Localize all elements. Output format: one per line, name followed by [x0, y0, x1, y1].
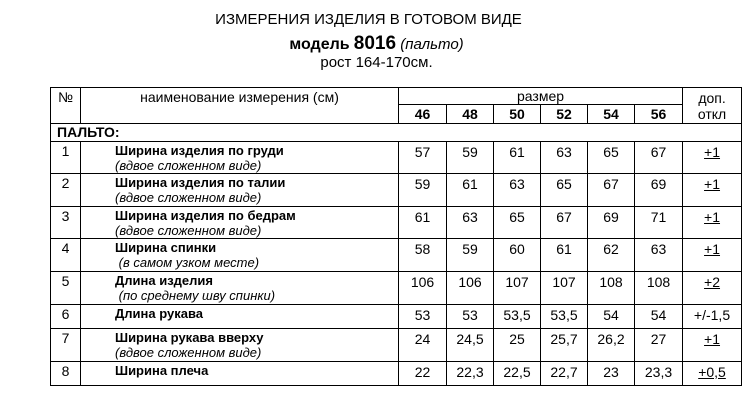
measurement-name: Ширина рукава вверху: [115, 330, 264, 345]
measurement-name: Ширина изделия по груди: [115, 143, 284, 158]
size-value: 71: [635, 207, 683, 239]
measurement-name: Ширина изделия по талии: [115, 175, 286, 190]
table-row: [51, 362, 742, 386]
size-value: 62: [588, 239, 635, 272]
size-header: 52: [541, 105, 588, 124]
size-value: 65: [588, 142, 635, 174]
measurement-name: Длина рукава: [115, 306, 203, 321]
tolerance-label-2: откл: [697, 105, 727, 122]
size-value: 63: [494, 174, 541, 207]
size-value: 53: [399, 305, 447, 329]
measurement-note: (вдвое сложенном виде): [115, 345, 262, 360]
measurements-table: [50, 87, 742, 386]
size-value: 54: [635, 305, 683, 329]
size-value: 53: [447, 305, 494, 329]
model-type: (пальто): [400, 36, 464, 53]
size-value: 108: [588, 272, 635, 305]
size-header: 50: [494, 105, 541, 124]
model-line: [0, 33, 753, 55]
tolerance-cell: [683, 239, 742, 272]
tolerance-cell: [683, 174, 742, 207]
table-row: [51, 174, 742, 207]
size-value: 27: [635, 329, 683, 362]
row-number: 7: [51, 329, 81, 362]
tolerance-cell: [683, 362, 742, 386]
size-value: 59: [447, 239, 494, 272]
model-number: 8016: [353, 33, 397, 54]
col-tolerance-header: [683, 88, 742, 124]
size-value: 63: [541, 142, 588, 174]
size-value: 107: [494, 272, 541, 305]
size-value: 63: [635, 239, 683, 272]
measurement-name-cell: [81, 362, 399, 386]
table-row: [51, 329, 742, 362]
size-value: 63: [447, 207, 494, 239]
tolerance-value: +1: [704, 331, 721, 347]
document-title: ИЗМЕРЕНИЯ ИЗДЕЛИЯ В ГОТОВОМ ВИДЕ: [215, 11, 522, 28]
measurement-name-cell: [81, 142, 399, 174]
tolerance-value: +1: [704, 144, 721, 160]
size-value: 60: [494, 239, 541, 272]
size-value: 58: [399, 239, 447, 272]
tolerance-value: +1: [704, 209, 721, 225]
col-num-header: №: [51, 88, 81, 124]
size-value: 59: [447, 142, 494, 174]
size-value: 65: [494, 207, 541, 239]
measurement-name: Длина изделия: [115, 273, 213, 288]
col-name-header: наименование измерения (см): [81, 88, 399, 124]
size-value: 61: [541, 239, 588, 272]
row-number: 3: [51, 207, 81, 239]
size-value: 24: [399, 329, 447, 362]
size-value: 69: [635, 174, 683, 207]
measurement-note: (вдвое сложенном виде): [115, 190, 262, 205]
tolerance-cell: [683, 272, 742, 305]
size-value: 25: [494, 329, 541, 362]
measurement-name-cell: [81, 329, 399, 362]
size-value: 107: [541, 272, 588, 305]
header-row: [51, 88, 742, 105]
tolerance-cell: [683, 142, 742, 174]
measurement-name: Ширина изделия по бедрам: [115, 208, 296, 223]
table-row: [51, 305, 742, 329]
size-value: 65: [541, 174, 588, 207]
size-value: 67: [541, 207, 588, 239]
size-header: 56: [635, 105, 683, 124]
measurement-note: (вдвое сложенном виде): [115, 223, 262, 238]
size-value: 67: [588, 174, 635, 207]
size-value: 24,5: [447, 329, 494, 362]
table-row: [51, 142, 742, 174]
measurement-name: Ширина спинки: [115, 240, 217, 255]
size-value: 25,7: [541, 329, 588, 362]
section-row: [51, 124, 742, 142]
size-value: 108: [635, 272, 683, 305]
height-range: рост 164-170см.: [320, 54, 433, 71]
row-number: 2: [51, 174, 81, 207]
measurement-name-cell: [81, 272, 399, 305]
size-value: 26,2: [588, 329, 635, 362]
measurement-note: (вдвое сложенном виде): [115, 158, 262, 173]
tolerance-value: +2: [704, 274, 721, 290]
size-value: 69: [588, 207, 635, 239]
size-header: 54: [588, 105, 635, 124]
size-value: 61: [399, 207, 447, 239]
table-row: [51, 207, 742, 239]
tolerance-value: +/-1,5: [693, 307, 731, 323]
size-value: 23,3: [635, 362, 683, 386]
measurement-name-cell: [81, 207, 399, 239]
size-value: 54: [588, 305, 635, 329]
tolerance-value: +1: [704, 241, 721, 257]
col-size-header: размер: [399, 88, 683, 105]
measurement-note: (по среднему шву спинки): [115, 288, 276, 303]
size-value: 23: [588, 362, 635, 386]
size-value: 67: [635, 142, 683, 174]
model-label: модель: [289, 36, 350, 53]
size-value: 57: [399, 142, 447, 174]
row-number: 5: [51, 272, 81, 305]
row-number: 6: [51, 305, 81, 329]
table-row: [51, 239, 742, 272]
tolerance-label-1: доп.: [698, 89, 726, 106]
size-header: 46: [399, 105, 447, 124]
measurement-name-cell: [81, 174, 399, 207]
size-value: 61: [447, 174, 494, 207]
size-value: 53,5: [541, 305, 588, 329]
size-value: 106: [399, 272, 447, 305]
tolerance-cell: [683, 329, 742, 362]
measurement-note: (в самом узком месте): [115, 255, 260, 270]
size-value: 59: [399, 174, 447, 207]
size-value: 61: [494, 142, 541, 174]
size-value: 22,7: [541, 362, 588, 386]
tolerance-value: +1: [704, 176, 721, 192]
tolerance-cell: [683, 305, 742, 329]
section-title: ПАЛЬТО:: [51, 124, 742, 142]
size-value: 22: [399, 362, 447, 386]
row-number: 8: [51, 362, 81, 386]
row-number: 1: [51, 142, 81, 174]
size-header: 48: [447, 105, 494, 124]
size-value: 106: [447, 272, 494, 305]
table-row: [51, 272, 742, 305]
size-value: 22,5: [494, 362, 541, 386]
size-value: 53,5: [494, 305, 541, 329]
row-number: 4: [51, 239, 81, 272]
size-value: 22,3: [447, 362, 494, 386]
tolerance-cell: [683, 207, 742, 239]
measurement-name-cell: [81, 239, 399, 272]
measurement-name-cell: [81, 305, 399, 329]
measurement-name: Ширина плеча: [115, 363, 209, 378]
tolerance-value: +0,5: [698, 364, 726, 380]
